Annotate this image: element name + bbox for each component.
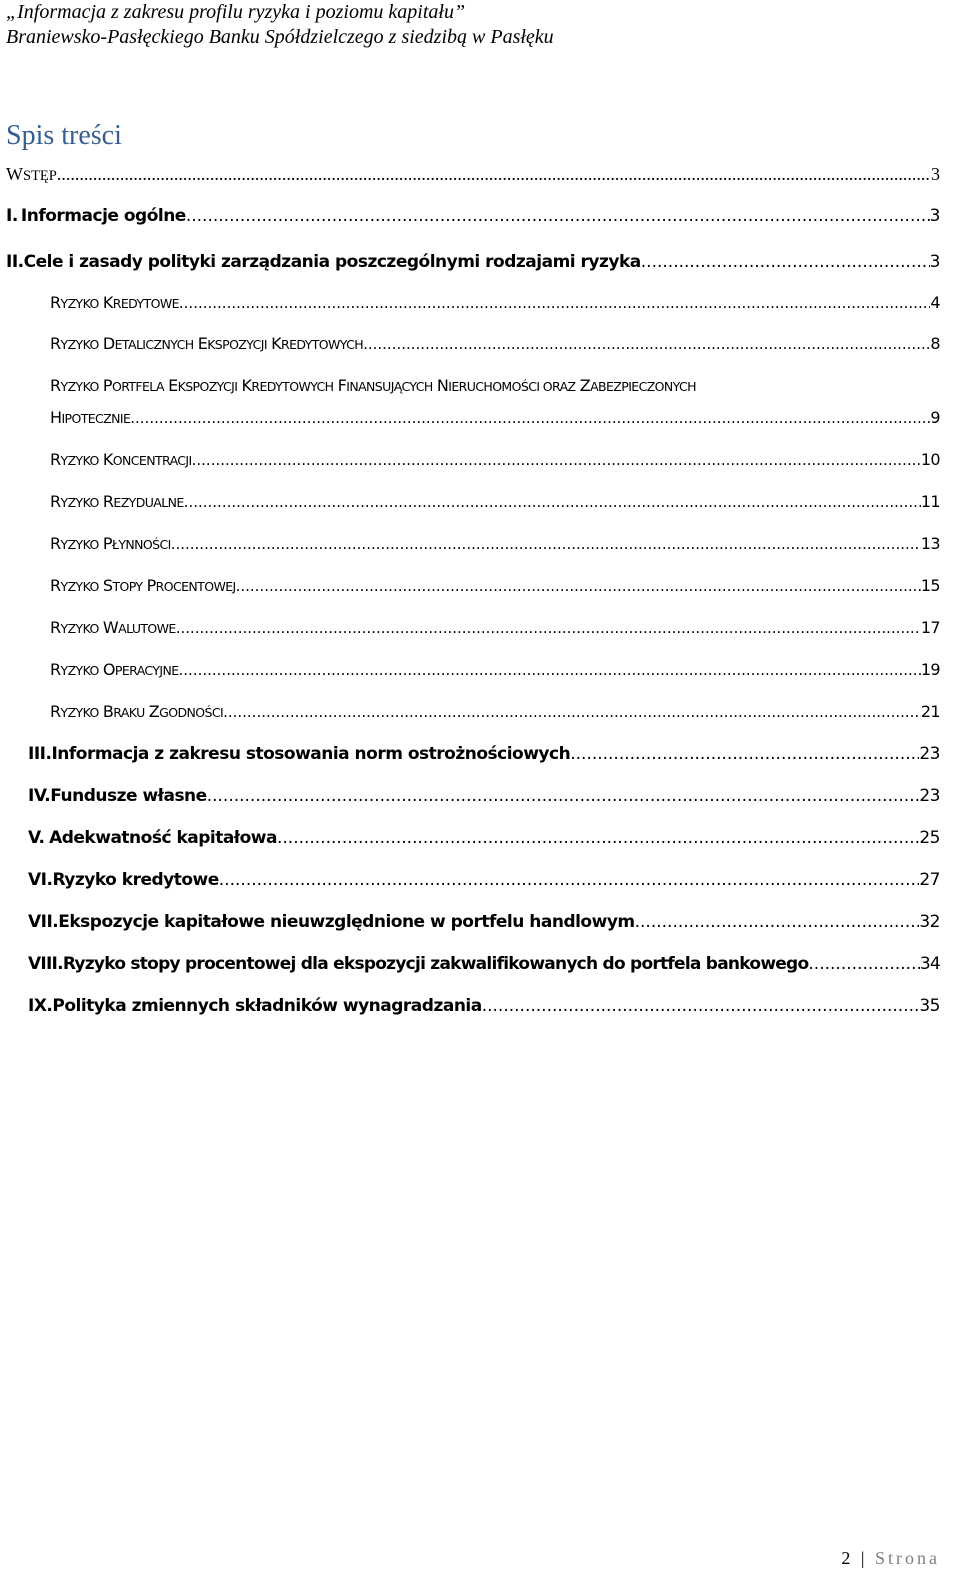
small-cap-rest: ETALICZNYCH <box>114 337 194 352</box>
small-cap-rest: YZYKO <box>60 621 99 636</box>
toc-title: Spis treści <box>6 120 122 151</box>
small-cap-rest: KSPOZYCJI <box>177 379 238 394</box>
small-cap-rest: GODNOŚCI <box>159 705 224 720</box>
small-cap-rest: ABEZPIECZONYCH <box>590 379 696 394</box>
small-cap-initial: K <box>102 450 113 469</box>
document-header <box>6 0 554 50</box>
toc-entry-ryzyko-portfela-line-1[interactable] <box>50 372 940 400</box>
toc-entry-label: Informacja z zakresu stosowania norm ostrożnościowych <box>51 744 571 764</box>
footer-page-label: Strona <box>875 1548 940 1568</box>
toc-entry-ix[interactable] <box>28 992 940 1020</box>
dot-leader <box>130 404 930 432</box>
toc-page-number: 11 <box>920 492 940 511</box>
toc-entry-label <box>50 404 130 433</box>
toc-entry-number: VII. <box>28 912 59 932</box>
small-cap-rest: REDYTOWYCH <box>251 379 334 394</box>
dot-leader <box>179 656 921 684</box>
small-cap-initial: F <box>337 376 347 395</box>
dot-leader <box>808 950 919 978</box>
toc-entry-label: Fundusze własne <box>50 786 207 806</box>
small-cap-rest: PERACYJNE <box>114 663 179 678</box>
toc-entry-ryzyko-rezydualne[interactable] <box>50 488 940 516</box>
toc-entry-label: Ekspozycje kapitałowe nieuwzględnione w portfelu handlowym <box>58 912 635 932</box>
small-cap-rest: ONCENTRACJI <box>112 453 192 468</box>
small-cap-initial: K <box>241 376 252 395</box>
small-cap-rest: REDYTOWE <box>112 296 179 311</box>
dot-leader <box>635 908 920 936</box>
small-cap-initial: E <box>168 376 178 395</box>
small-cap-initial: W <box>6 164 23 184</box>
toc-entry-iii[interactable] <box>28 740 940 768</box>
toc-page-number: 3 <box>929 252 940 272</box>
dot-leader <box>482 992 920 1020</box>
dot-leader <box>184 488 921 516</box>
footer-page-number: 2 <box>841 1548 854 1568</box>
toc-page-number: 4 <box>930 293 940 312</box>
small-cap-rest: REDYTOWYCH <box>281 337 364 352</box>
header-line-1: „Informacja z zakresu profilu ryzyka i poziomu kapitału” <box>6 1 466 23</box>
small-cap-initial: D <box>102 334 115 353</box>
small-cap-rest: YZYKO <box>60 663 99 678</box>
toc-page-number: 3 <box>931 164 940 184</box>
small-cap-initial: R <box>50 702 61 721</box>
toc-page-number: 27 <box>919 870 940 890</box>
small-cap-initial: N <box>436 376 449 395</box>
toc-entry-ryzyko-detalicznych[interactable] <box>50 330 940 358</box>
small-cap-rest: RAKU <box>113 705 145 720</box>
dot-leader <box>236 572 921 600</box>
small-cap-initial: Z <box>148 702 160 721</box>
small-cap-initial: W <box>102 618 119 637</box>
toc-entry-label: Cele i zasady polityki zarządzania poszczególnymi rodzajami ryzyka <box>23 252 641 272</box>
toc-entry-ryzyko-portfela-line-2[interactable] <box>50 404 940 432</box>
small-cap-rest: YZYKO <box>60 705 99 720</box>
toc-entry-number: II. <box>6 252 24 272</box>
dot-leader <box>192 446 921 474</box>
small-cap-initial: P <box>102 376 112 395</box>
toc-entry-ryzyko-operacyjne[interactable] <box>50 656 940 684</box>
dot-leader <box>207 782 920 810</box>
toc-entry-ryzyko-kredytowe[interactable] <box>50 289 940 317</box>
toc-entry-label: Polityka zmiennych składników wynagradzania <box>52 996 482 1016</box>
toc-page-number: 10 <box>920 450 940 469</box>
small-cap-initial: R <box>50 450 61 469</box>
toc-entry-v[interactable] <box>28 824 940 852</box>
toc-entry-ryzyko-stopy-procentowej[interactable] <box>50 572 940 600</box>
toc-entry-number: V. <box>28 828 45 848</box>
small-cap-initial: R <box>50 576 61 595</box>
toc-entry-label <box>50 572 236 601</box>
dot-leader <box>186 202 930 230</box>
toc-entry-ryzyko-plynnosci[interactable] <box>50 530 940 558</box>
small-cap-rest: ROCENTOWEJ <box>155 579 236 594</box>
toc-entry-label: Ryzyko stopy procentowej dla ekspozycji zakwalifikowanych do portfela bankowego <box>62 954 809 974</box>
small-cap-rest: STĘP <box>23 168 57 184</box>
small-cap-rest: ALUTOWE <box>118 621 176 636</box>
toc-entry-label <box>50 656 179 685</box>
toc-page-number: 23 <box>919 786 940 806</box>
toc-entry-label: Informacje ogólne <box>20 206 186 226</box>
toc-entry-ryzyko-koncentracji[interactable] <box>50 446 940 474</box>
small-cap-rest: YZYKO <box>60 453 99 468</box>
small-cap-rest: ŁYNNOŚCI <box>111 537 171 552</box>
toc-entry-label <box>50 614 176 643</box>
small-cap-initial: P <box>102 534 112 553</box>
small-cap-rest: YZYKO <box>60 579 99 594</box>
toc-entry-number: IX. <box>28 996 53 1016</box>
small-cap-initial: H <box>50 408 62 427</box>
toc-entry-label <box>50 289 179 318</box>
toc-entry-number: VI. <box>28 870 53 890</box>
toc-page-number: 21 <box>920 702 940 721</box>
toc-entry-number: VIII. <box>28 954 63 974</box>
toc-page-number: 9 <box>930 408 940 427</box>
small-cap-initial: R <box>50 660 61 679</box>
dot-leader <box>57 160 931 188</box>
small-cap-initial: R <box>102 492 114 511</box>
toc-page-number: 19 <box>920 660 940 679</box>
small-cap-initial: R <box>50 534 61 553</box>
dot-leader <box>219 866 920 894</box>
small-cap-rest: IERUCHOMOŚCI ORAZ <box>448 379 576 394</box>
small-cap-initial: R <box>50 376 61 395</box>
dot-leader <box>570 740 919 768</box>
toc-page-number: 32 <box>919 912 940 932</box>
toc-entry-label <box>50 330 363 359</box>
small-cap-rest: YZYKO <box>60 379 99 394</box>
small-cap-initial: K <box>271 334 282 353</box>
small-cap-rest: TOPY <box>112 579 143 594</box>
toc-entry-label <box>6 160 57 190</box>
toc-entry-ryzyko-walutowe[interactable] <box>50 614 940 642</box>
dot-leader <box>176 614 921 642</box>
small-cap-initial: Z <box>579 376 591 395</box>
small-cap-rest: IPOTECZNIE <box>61 411 131 426</box>
small-cap-rest: ORTFELA <box>111 379 164 394</box>
toc-entry-ii[interactable] <box>6 248 940 276</box>
toc-page-number: 13 <box>920 534 940 553</box>
toc-entry-i[interactable] <box>6 202 940 230</box>
small-cap-initial: S <box>102 576 113 595</box>
toc-page-number: 3 <box>929 206 940 226</box>
dot-leader <box>171 530 921 558</box>
small-cap-initial: B <box>102 702 114 721</box>
small-cap-rest: YZYKO <box>60 537 99 552</box>
page-footer <box>841 1548 940 1569</box>
toc-entry-label: Ryzyko kredytowe <box>52 870 219 890</box>
small-cap-rest: YZYKO <box>60 296 99 311</box>
small-cap-initial: R <box>50 618 61 637</box>
toc-page-number: 35 <box>919 996 940 1016</box>
toc-entry-iv[interactable] <box>28 782 940 810</box>
toc-entry-label <box>50 530 171 559</box>
small-cap-initial: R <box>50 293 61 312</box>
toc-page-number: 25 <box>919 828 940 848</box>
toc-entry-number: IV. <box>28 786 51 806</box>
dot-leader <box>277 824 919 852</box>
small-cap-initial: R <box>50 492 61 511</box>
toc-entry-number: I. <box>6 206 18 226</box>
small-cap-initial: K <box>102 293 113 312</box>
dot-leader <box>641 248 930 276</box>
small-cap-initial: R <box>50 334 61 353</box>
toc-entry-label: Adekwatność kapitałowa <box>49 828 277 848</box>
toc-entry-wstep[interactable] <box>6 160 940 188</box>
small-cap-rest: YZYKO <box>60 495 99 510</box>
toc-entry-label <box>50 698 223 727</box>
dot-leader <box>223 698 921 726</box>
small-cap-initial: O <box>102 660 115 679</box>
toc-entry-vi[interactable] <box>28 866 940 894</box>
toc-entry-vii[interactable] <box>28 908 940 936</box>
small-cap-rest: EZYDUALNE <box>113 495 184 510</box>
toc-entry-ryzyko-braku-zgodnosci[interactable] <box>50 698 940 726</box>
toc-page-number: 23 <box>919 744 940 764</box>
toc-page-number: 34 <box>919 954 940 974</box>
dot-leader <box>179 289 931 317</box>
toc-entry-label <box>50 372 696 401</box>
toc-page-number: 8 <box>930 334 940 353</box>
footer-separator: | <box>860 1548 868 1568</box>
header-line-2: Braniewsko-Pasłęckiego Banku Spółdzielczego z siedzibą w Pasłęku <box>6 26 554 48</box>
toc-entry-label <box>50 446 192 475</box>
toc-entry-number: III. <box>28 744 52 764</box>
dot-leader <box>363 330 930 358</box>
small-cap-rest: YZYKO <box>60 337 99 352</box>
toc-page-number: 15 <box>920 576 940 595</box>
toc-page-number: 17 <box>920 618 940 637</box>
small-cap-rest: KSPOZYCJI <box>207 337 267 352</box>
toc-entry-label <box>50 488 184 517</box>
small-cap-initial: E <box>197 334 208 353</box>
small-cap-rest: INANSUJĄCYCH <box>346 379 433 394</box>
toc-entry-viii[interactable] <box>28 950 940 978</box>
small-cap-initial: P <box>146 576 156 595</box>
